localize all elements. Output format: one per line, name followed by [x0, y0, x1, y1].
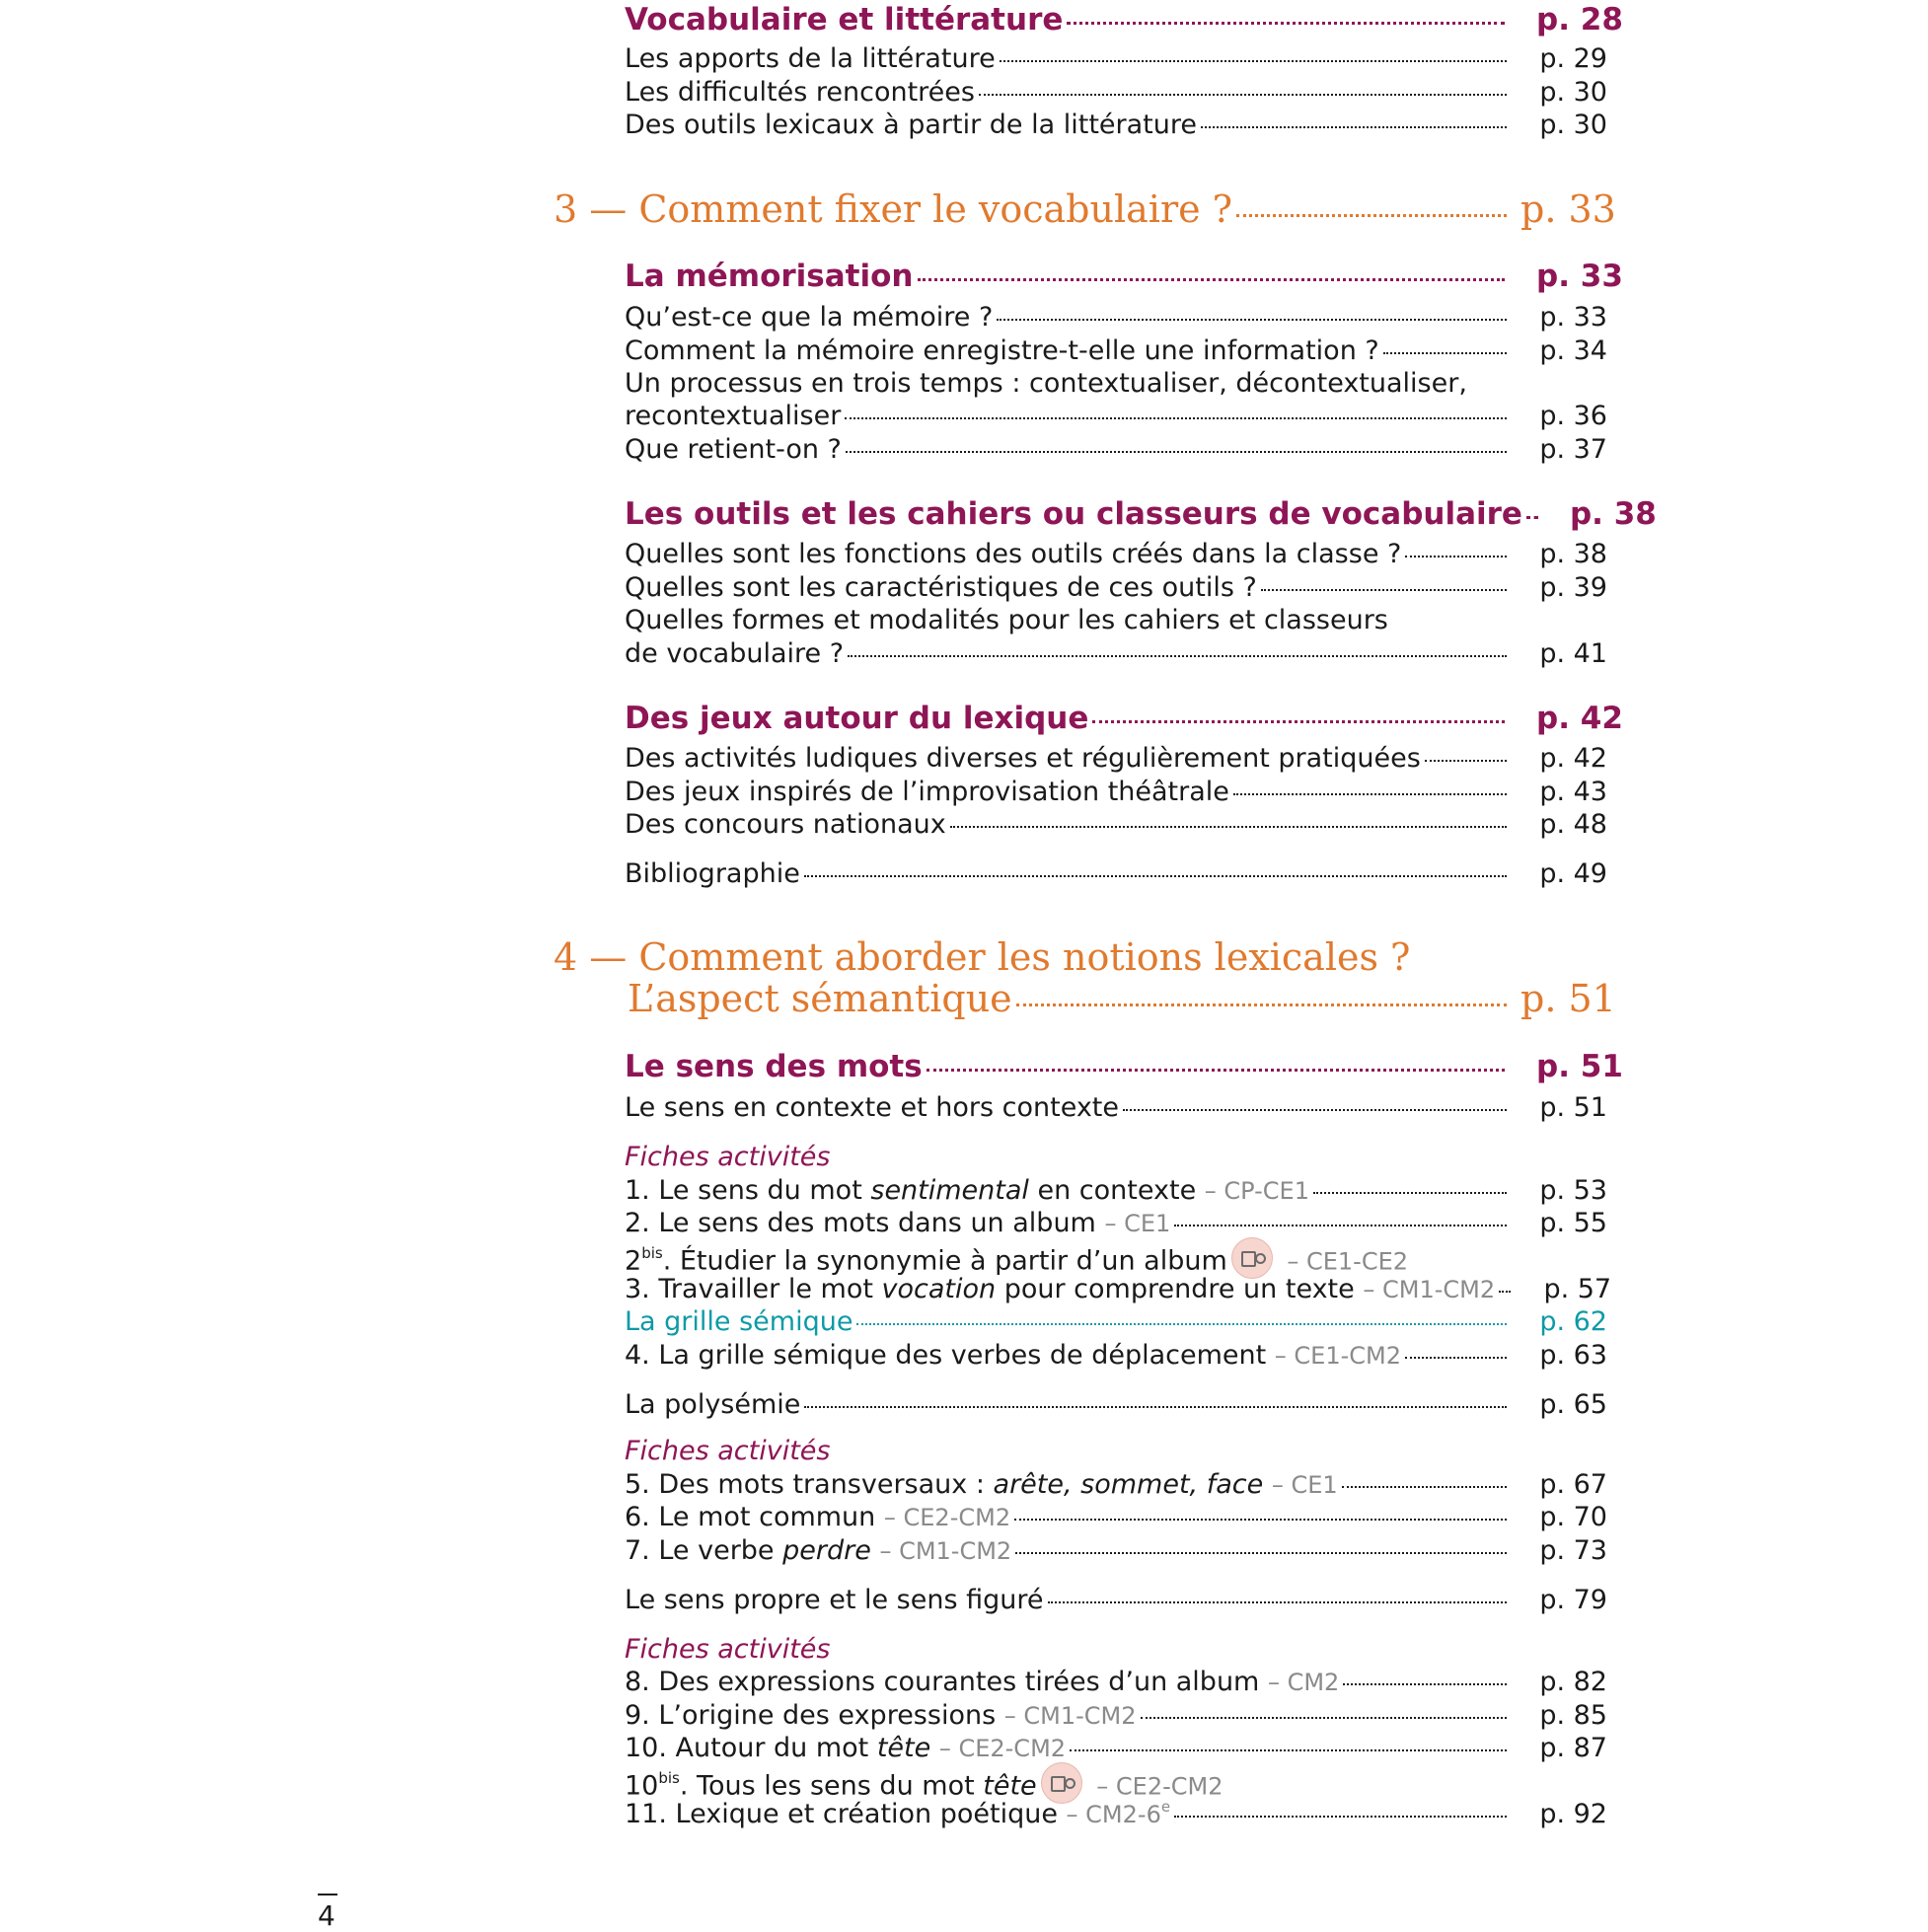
toc-entry-page: p. 37 [1539, 434, 1607, 465]
dot-leader [1067, 22, 1505, 25]
toc-entry-label: Le sens en contexte et hors contexte [625, 1092, 1120, 1123]
toc-entry-page: p. 29 [1539, 43, 1607, 74]
toc-entry-processus-b[interactable] [625, 401, 1607, 431]
toc-entry-label: 3. Travailler le mot vocation pour comprendre un texte – CM1-CM2 [625, 1274, 1496, 1304]
toc-entry-label: Qu’est-ce que la mémoire ? [625, 302, 994, 333]
toc-entry-label: 4. La grille sémique des verbes de déplacement – CE1-CM2 [625, 1340, 1402, 1371]
toc-entry-f9[interactable] [625, 1700, 1607, 1731]
toc-entry-propre[interactable] [625, 1585, 1607, 1615]
toc-entry-fiches3[interactable] [625, 1634, 1607, 1665]
toc-entry-jeux[interactable] [625, 701, 1623, 736]
toc-entry-f8[interactable] [625, 1667, 1607, 1697]
cd-icon [1231, 1237, 1273, 1279]
toc-entry-label: Fiches activités [625, 1142, 831, 1172]
toc-entry-chap4a[interactable] [554, 935, 1607, 979]
toc-entry-label: Bibliographie [625, 858, 800, 889]
dot-leader [1015, 1552, 1507, 1554]
toc-entry-label: 4 — Comment aborder les notions lexicales ? [554, 935, 1411, 979]
toc-entry-label: Quelles sont les fonctions des outils créés dans la classe ? [625, 539, 1402, 569]
toc-entry-label: Des jeux inspirés de l’improvisation théâtrale [625, 777, 1229, 807]
toc-entry-label: de vocabulaire ? [625, 638, 845, 669]
toc-entry-chap4b[interactable] [628, 977, 1616, 1020]
toc-entry-label: 6. Le mot commun – CE2-CM2 [625, 1502, 1011, 1532]
toc-entry-page: p. 82 [1539, 1667, 1607, 1697]
toc-entry-page: p. 30 [1539, 77, 1607, 108]
dot-leader [845, 417, 1507, 419]
toc-entry-label: 8. Des expressions courantes tirées d’un album – CM2 [625, 1667, 1340, 1697]
toc-entry-formes-a[interactable] [625, 605, 1607, 635]
toc-entry-f10[interactable] [625, 1733, 1607, 1763]
toc-entry-page: p. 42 [1536, 701, 1623, 736]
toc-entry-page: p. 70 [1539, 1502, 1607, 1532]
toc-entry-page: p. 39 [1539, 572, 1607, 603]
toc-entry-page: p. 33 [1536, 259, 1623, 294]
toc-entry-label: Le sens des mots [625, 1049, 923, 1084]
dot-leader [1016, 1003, 1507, 1006]
toc-entry-page: p. 34 [1539, 335, 1607, 366]
toc-entry-page: p. 43 [1539, 777, 1607, 807]
toc-entry-vocab-litt[interactable] [625, 2, 1623, 37]
dot-leader [1313, 1192, 1507, 1194]
dot-leader [804, 1406, 1507, 1408]
dot-leader [1425, 760, 1507, 762]
toc-entry-processus-a[interactable] [625, 368, 1607, 399]
toc-entry-label: Les outils et les cahiers ou classeurs de vocabulaire [625, 496, 1522, 532]
toc-entry-fiches1[interactable] [625, 1142, 1607, 1172]
dot-leader [918, 278, 1506, 281]
toc-entry-contexte[interactable] [625, 1092, 1607, 1123]
toc-entry-f6[interactable] [625, 1502, 1607, 1532]
dot-leader [1123, 1109, 1507, 1111]
toc-entry-label: Les apports de la littérature [625, 43, 996, 74]
toc-entry-label: Des outils lexicaux à partir de la littérature [625, 110, 1197, 140]
dot-leader [1233, 793, 1507, 795]
dot-leader [1343, 1683, 1507, 1685]
toc-entry-label: La mémorisation [625, 259, 914, 294]
toc-entry-page: p. 57 [1543, 1274, 1612, 1304]
toc-entry-label: La grille sémique [625, 1306, 853, 1337]
dot-leader [1499, 1291, 1511, 1293]
toc-entry-label: Fiches activités [625, 1436, 831, 1466]
toc-entry-memorisation[interactable] [625, 259, 1623, 294]
dot-leader [1048, 1601, 1508, 1603]
toc-entry-page: p. 87 [1539, 1733, 1607, 1763]
toc-entry-page: p. 51 [1536, 1049, 1623, 1084]
toc-entry-page: p. 38 [1569, 496, 1657, 532]
toc-entry-label: 9. L’origine des expressions – CM1-CM2 [625, 1700, 1137, 1731]
toc-entry-page: p. 55 [1539, 1208, 1607, 1238]
dot-leader [1141, 1717, 1508, 1719]
cd-icon [1041, 1762, 1082, 1804]
toc-entry-page: p. 48 [1539, 809, 1607, 840]
toc-entry-page: p. 92 [1539, 1799, 1607, 1829]
toc-entry-f11[interactable] [625, 1799, 1607, 1829]
toc-entry-ludiques[interactable] [625, 743, 1607, 774]
toc-entry-page: p. 28 [1536, 2, 1623, 37]
toc-entry-label: $10^{bis}$. Tous les sens du mot tête – CE2-CM2 [625, 1766, 1223, 1808]
toc-entry-page: p. 42 [1539, 743, 1607, 774]
dot-leader [1405, 1357, 1507, 1359]
toc-entry-f5[interactable] [625, 1469, 1607, 1500]
toc-entry-biblio[interactable] [625, 858, 1607, 889]
dot-leader [1070, 1749, 1507, 1751]
toc-entry-label: L’aspect sémantique [628, 977, 1012, 1020]
toc-entry-label: Que retient-on ? [625, 434, 842, 465]
dot-leader [1174, 1225, 1507, 1226]
dot-leader [927, 1069, 1505, 1072]
dot-leader [950, 826, 1507, 828]
toc-entry-label: Un processus en trois temps : contextualiser, décontextualiser, [625, 368, 1467, 399]
toc-entry-outils-cahiers[interactable] [625, 496, 1657, 532]
toc-entry-page: p. 73 [1539, 1535, 1607, 1566]
toc-entry-label: recontextualiser [625, 401, 842, 431]
toc-entry-caracteristiques[interactable] [625, 572, 1607, 603]
toc-entry-apports[interactable] [625, 43, 1607, 74]
dot-leader [846, 451, 1507, 453]
dot-leader [848, 655, 1507, 657]
toc-entry-label: Comment la mémoire enregistre-t-elle une information ? [625, 335, 1379, 366]
toc-entry-page: p. 38 [1539, 539, 1607, 569]
toc-entry-difficultes[interactable] [625, 77, 1607, 108]
toc-entry-label: Quelles sont les caractéristiques de ces outils ? [625, 572, 1257, 603]
toc-entry-chap3[interactable] [554, 187, 1616, 231]
toc-entry-page: p. 41 [1539, 638, 1607, 669]
toc-entry-retient[interactable] [625, 434, 1607, 465]
toc-entry-label: 11. Lexique et création poétique – CM2-6e [625, 1798, 1171, 1829]
toc-entry-label: $2^{bis}$. Étudier la synonymie à partir d’un album – CE1-CE2 [625, 1241, 1408, 1283]
toc-entry-label: Des concours nationaux [625, 809, 946, 840]
toc-entry-label: 7. Le verbe perdre – CM1-CM2 [625, 1535, 1012, 1566]
dot-leader [1014, 1519, 1507, 1521]
toc-entry-page: p. 30 [1539, 110, 1607, 140]
toc-entry-f3[interactable] [625, 1274, 1612, 1304]
toc-entry-page: p. 33 [1520, 187, 1616, 231]
toc-entry-page: p. 53 [1539, 1175, 1607, 1206]
toc-entry-label: La polysémie [625, 1389, 801, 1420]
dot-leader [1201, 126, 1507, 128]
toc-entry-page: p. 62 [1539, 1306, 1607, 1337]
toc-entry-memoire[interactable] [625, 302, 1607, 333]
toc-entry-page: p. 51 [1520, 977, 1616, 1020]
toc-entry-page: p. 85 [1539, 1700, 1607, 1731]
toc-entry-label: Des activités ludiques diverses et régulièrement pratiquées [625, 743, 1421, 774]
dot-leader [1000, 60, 1507, 62]
toc-entry-enregistre[interactable] [625, 335, 1607, 366]
dot-leader [804, 875, 1507, 877]
toc-entry-polysemie[interactable] [625, 1389, 1607, 1420]
toc-entry-grille[interactable] [625, 1306, 1607, 1337]
toc-entry-label: Vocabulaire et littérature [625, 2, 1064, 37]
toc-entry-f4[interactable] [625, 1340, 1607, 1371]
toc-entry-label: Fiches activités [625, 1634, 831, 1665]
dot-leader [856, 1323, 1507, 1325]
dot-leader [1383, 352, 1507, 354]
toc-entry-page: p. 49 [1539, 858, 1607, 889]
toc-entry-concours[interactable] [625, 809, 1607, 840]
dot-leader [1174, 1816, 1507, 1818]
toc-entry-page: p. 33 [1539, 302, 1607, 333]
toc-entry-page: p. 67 [1539, 1469, 1607, 1500]
toc-entry-page: p. 63 [1539, 1340, 1607, 1371]
toc-entry-formes-b[interactable] [625, 638, 1607, 669]
toc-entry-sens-mots[interactable] [625, 1049, 1623, 1084]
dot-leader [1526, 516, 1538, 519]
toc-entry-label: 10. Autour du mot tête – CE2-CM2 [625, 1733, 1067, 1763]
toc-entry-label: 2. Le sens des mots dans un album – CE1 [625, 1208, 1171, 1238]
toc-entry-label: Les difficultés rencontrées [625, 77, 975, 108]
toc-entry-label: Quelles formes et modalités pour les cahiers et classeurs [625, 605, 1388, 635]
toc-entry-label: 3 — Comment fixer le vocabulaire ? [554, 187, 1233, 231]
toc-entry-page: p. 36 [1539, 401, 1607, 431]
dot-leader [1342, 1486, 1507, 1488]
toc-entry-page: p. 51 [1539, 1092, 1607, 1123]
toc-entry-page: p. 65 [1539, 1389, 1607, 1420]
toc-entry-page: p. 79 [1539, 1585, 1607, 1615]
page-number-rule [318, 1894, 337, 1895]
toc-entry-f2[interactable] [625, 1208, 1607, 1238]
toc-entry-impro[interactable] [625, 777, 1607, 807]
toc-entry-f1[interactable] [625, 1175, 1607, 1206]
toc-entry-f7[interactable] [625, 1535, 1607, 1566]
toc-entry-label: 5. Des mots transversaux : arête, sommet, face – CE1 [625, 1469, 1338, 1500]
page-number: 4 [318, 1899, 335, 1932]
dot-leader [979, 94, 1507, 96]
toc-entry-outils-lex[interactable] [625, 110, 1607, 140]
toc-entry-fonctions[interactable] [625, 539, 1607, 569]
dot-leader [1261, 589, 1507, 591]
toc-entry-label: Des jeux autour du lexique [625, 701, 1089, 736]
dot-leader [1405, 556, 1507, 557]
toc-entry-fiches2[interactable] [625, 1436, 1607, 1466]
toc-entry-label: Le sens propre et le sens figuré [625, 1585, 1044, 1615]
toc-entry-label: 1. Le sens du mot sentimental en contexte – CP-CE1 [625, 1175, 1309, 1206]
dot-leader [1092, 720, 1505, 723]
dot-leader [1236, 214, 1507, 217]
dot-leader [997, 319, 1507, 321]
